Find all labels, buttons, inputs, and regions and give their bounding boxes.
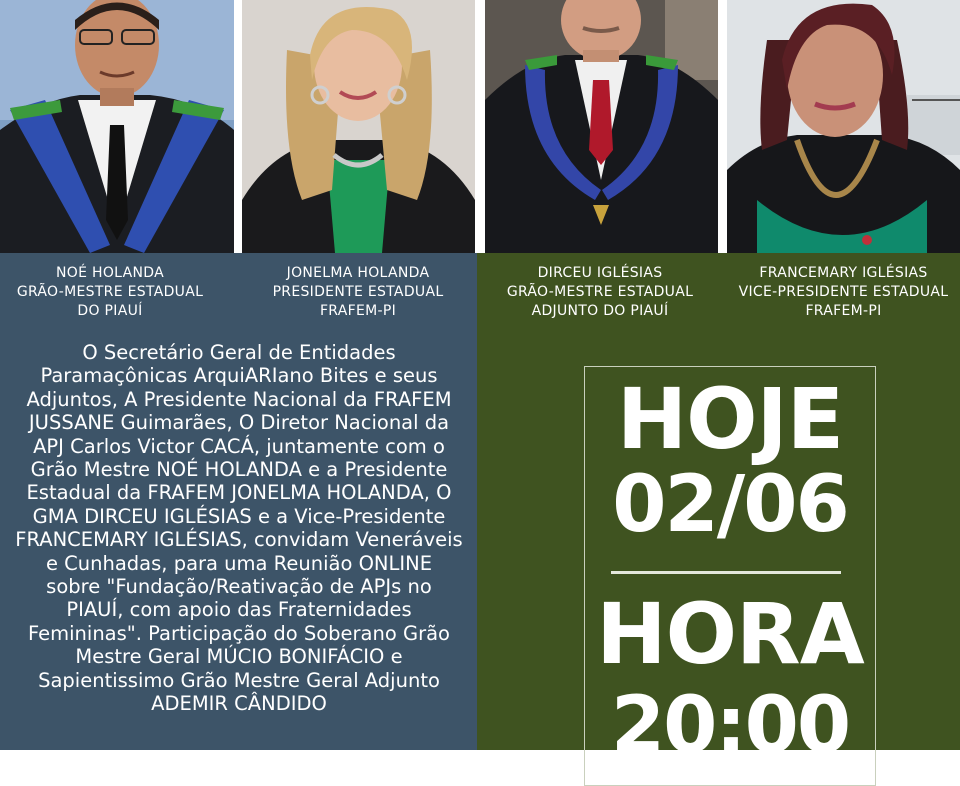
photo-jonelma-holanda: [242, 0, 475, 253]
invitation-line: e Cunhadas, para uma Reunião ONLINE: [45, 551, 433, 575]
person-role-line: GRÃO-MESTRE ESTADUAL: [16, 284, 204, 300]
photo-francemary-iglesias: [727, 0, 960, 253]
invitation-line: Sapientissimo Grão Mestre Geral Adjunto: [38, 668, 440, 692]
person-role-line: DO PIAUÍ: [77, 303, 143, 319]
photo-noe-holanda: [0, 0, 234, 253]
caption-francemary-iglesias: [727, 264, 960, 321]
photo-row: [0, 0, 960, 253]
invitation-line: GMA DIRCEU IGLÉSIAS e a Vice-Presidente: [32, 504, 446, 528]
invitation-line: sobre "Fundação/Reativação de APJs no: [46, 575, 432, 599]
invitation-line: Adjuntos, A Presidente Nacional da FRAFEM: [26, 387, 452, 411]
day-label: HOJE: [616, 370, 844, 468]
invitation-panel: [0, 253, 477, 750]
invitation-line: FRANCEMARY IGLÉSIAS, convidam Veneráveis: [15, 528, 463, 552]
person-role-line: ADJUNTO DO PIAUÍ: [531, 303, 669, 319]
person-name: JONELMA HOLANDA: [286, 265, 430, 281]
event-datetime-box: [584, 366, 876, 786]
person-name: DIRCEU IGLÉSIAS: [537, 265, 663, 281]
event-time: 20:00: [610, 681, 850, 771]
invitation-line: Paramaçônicas ArquiARIano Bites e seus: [40, 364, 438, 388]
person-role-line: PRESIDENTE ESTADUAL: [272, 284, 444, 300]
person-role-line: GRÃO-MESTRE ESTADUAL: [506, 284, 694, 300]
photo-dirceu-iglesias: [485, 0, 718, 253]
divider: [611, 571, 841, 574]
person-name: NOÉ HOLANDA: [56, 265, 164, 281]
invitation-line: Grão Mestre NOÉ HOLANDA e a Presidente: [30, 458, 448, 482]
person-role-line: FRAFEM-PI: [805, 303, 882, 319]
person-role-line: VICE-PRESIDENTE ESTADUAL: [738, 284, 949, 300]
invitation-line: Mestre Geral MÚCIO BONIFÁCIO e: [75, 645, 403, 669]
invitation-text: [10, 341, 468, 716]
caption-noe-holanda: [0, 264, 220, 321]
invitation-line: Estadual da FRAFEM JONELMA HOLANDA, O: [26, 481, 452, 505]
invitation-line: PIAUÍ, com apoio das Fraternidades: [66, 598, 412, 622]
invitation-line: O Secretário Geral de Entidades: [82, 341, 396, 364]
event-panel: [477, 253, 960, 771]
invitation-line: APJ Carlos Victor CACÁ, juntamente com o: [33, 434, 445, 458]
caption-dirceu-iglesias: [482, 264, 718, 321]
invitation-line: ADEMIR CÂNDIDO: [151, 692, 327, 716]
invitation-line: JUSSANE Guimarães, O Diretor Nacional da: [28, 411, 450, 435]
person-name: FRANCEMARY IGLÉSIAS: [759, 265, 928, 281]
person-role-line: FRAFEM-PI: [319, 303, 397, 319]
invitation-line: Femininas". Participação do Soberano Grão: [27, 621, 450, 645]
caption-jonelma-holanda: [243, 264, 473, 321]
time-label: HORA: [596, 585, 864, 683]
event-date: 02/06: [612, 460, 848, 550]
